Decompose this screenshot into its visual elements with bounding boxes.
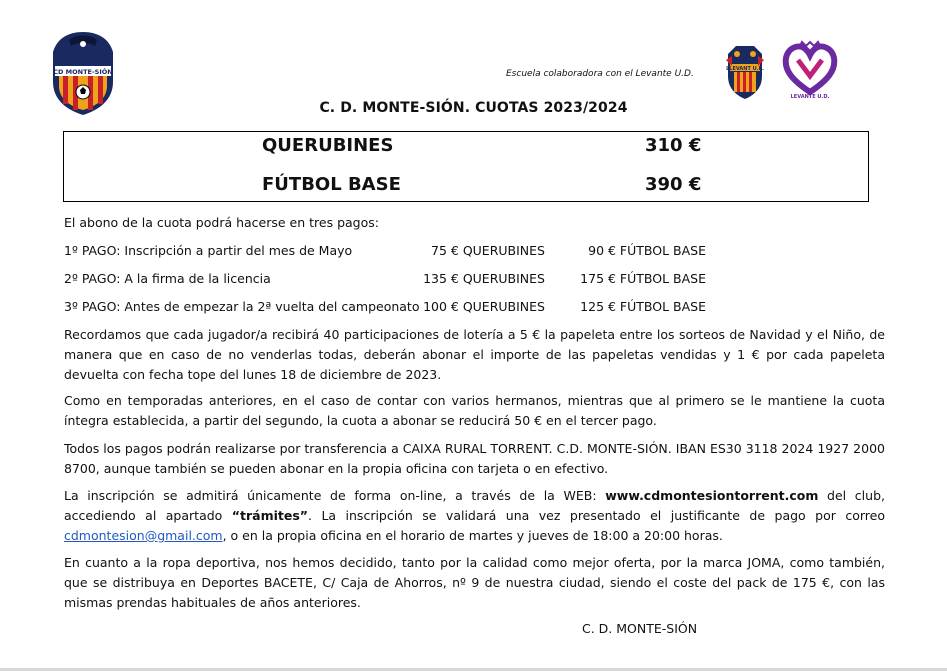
fee-name: FÚTBOL BASE (262, 174, 401, 195)
payment-futbol-base: 175 € FÚTBOL BASE (580, 271, 706, 286)
transfer-paragraph: Todos los pagos podrán realizarse por transferencia a CAIXA RURAL TORRENT. C.D. MONTE-SIÓN. IBAN ES30 3118 2024 1927 2000 8700, aunque también se pueden abonar en la propia oficina con tarjeta o en efectivo. (64, 441, 885, 476)
registration-text: del club, accediendo al apartado (64, 488, 885, 523)
payment-querubines: 100 € QUERUBINES (423, 299, 545, 314)
collaboration-note: Escuela colaboradora con el Levante U.D. (506, 69, 694, 79)
payment-row (0, 241, 947, 261)
payment-futbol-base: 125 € FÚTBOL BASE (580, 299, 706, 314)
payment-label: 2º PAGO: A la firma de la licencia (64, 271, 271, 286)
fee-name: QUERUBINES (262, 135, 394, 156)
tramites-section: “trámites” (231, 508, 308, 523)
lottery-paragraph: Recordamos que cada jugador/a recibirá 40 participaciones de lotería a 5 € la papeleta entre los sorteos de Navidad y el Niño, de manera que en caso de no venderlas todas, deberán abonar el importe de las papeletas vendidas y 1 € por cada papeleta devuelta con fecha tope del lunes 18 de diciembre de 2023. (64, 327, 885, 382)
website-link[interactable]: www.cdmontesiontorrent.com (605, 488, 819, 503)
payment-label: 3º PAGO: Antes de empezar la 2ª vuelta del campeonato (64, 299, 420, 314)
payment-row (0, 297, 947, 317)
registration-paragraph (64, 486, 885, 546)
payment-querubines: 135 € QUERUBINES (423, 271, 545, 286)
fees-table (63, 131, 869, 202)
levante-crest-logo (722, 44, 768, 100)
fee-row (64, 174, 868, 198)
signature: C. D. MONTE-SIÓN (582, 621, 698, 636)
payment-label: 1º PAGO: Inscripción a partir del mes de Mayo (64, 243, 353, 258)
svg-text:LEVANTE U.D.: LEVANTE U.D. (790, 94, 830, 100)
siblings-paragraph: Como en temporadas anteriores, en el caso de contar con varios hermanos, mientras que al primero se le mantiene la cuota íntegra establecida, a partir del segundo, la cuota a abonar se reducirá 50 € en el tercer pago. (64, 393, 885, 428)
payments-intro: El abono de la cuota podrá hacerse en tres pagos: (64, 215, 379, 230)
payment-row (0, 269, 947, 289)
document-title: C. D. MONTE-SIÓN. CUOTAS 2023/2024 (319, 100, 628, 116)
email-link[interactable]: cdmontesion@gmail.com (64, 528, 223, 543)
fee-price: 310 € (645, 135, 702, 156)
fee-row (64, 135, 868, 159)
registration-text: . La inscripción se validará una vez presentado el justificante de pago por correo (308, 508, 885, 523)
svg-text:LLEVANT U.E.: LLEVANT U.E. (726, 66, 764, 72)
payment-futbol-base: 90 € FÚTBOL BASE (588, 243, 706, 258)
vcf-heart-logo (782, 40, 838, 100)
registration-text: La inscripción se admitirá únicamente de forma on-line, a través de la WEB: (64, 488, 606, 503)
registration-text: , o en la propia oficina en el horario de martes y jueves de 18:00 a 20:00 horas. (222, 528, 723, 543)
fee-price: 390 € (645, 174, 702, 195)
clothing-paragraph: En cuanto a la ropa deportiva, nos hemos decidido, tanto por la calidad como mejor oferta, por la marca JOMA, como también, que se distribuya en Deportes BACETE, C/ Caja de Ahorros, nº 9 de nuestra ciudad, siendo el coste del pack de 175 €, con las mismas prendas habituales de años anteriores. (64, 555, 885, 610)
payment-querubines: 75 € QUERUBINES (431, 243, 545, 258)
svg-text:CD MONTE-SIÓN: CD MONTE-SIÓN (53, 68, 113, 76)
